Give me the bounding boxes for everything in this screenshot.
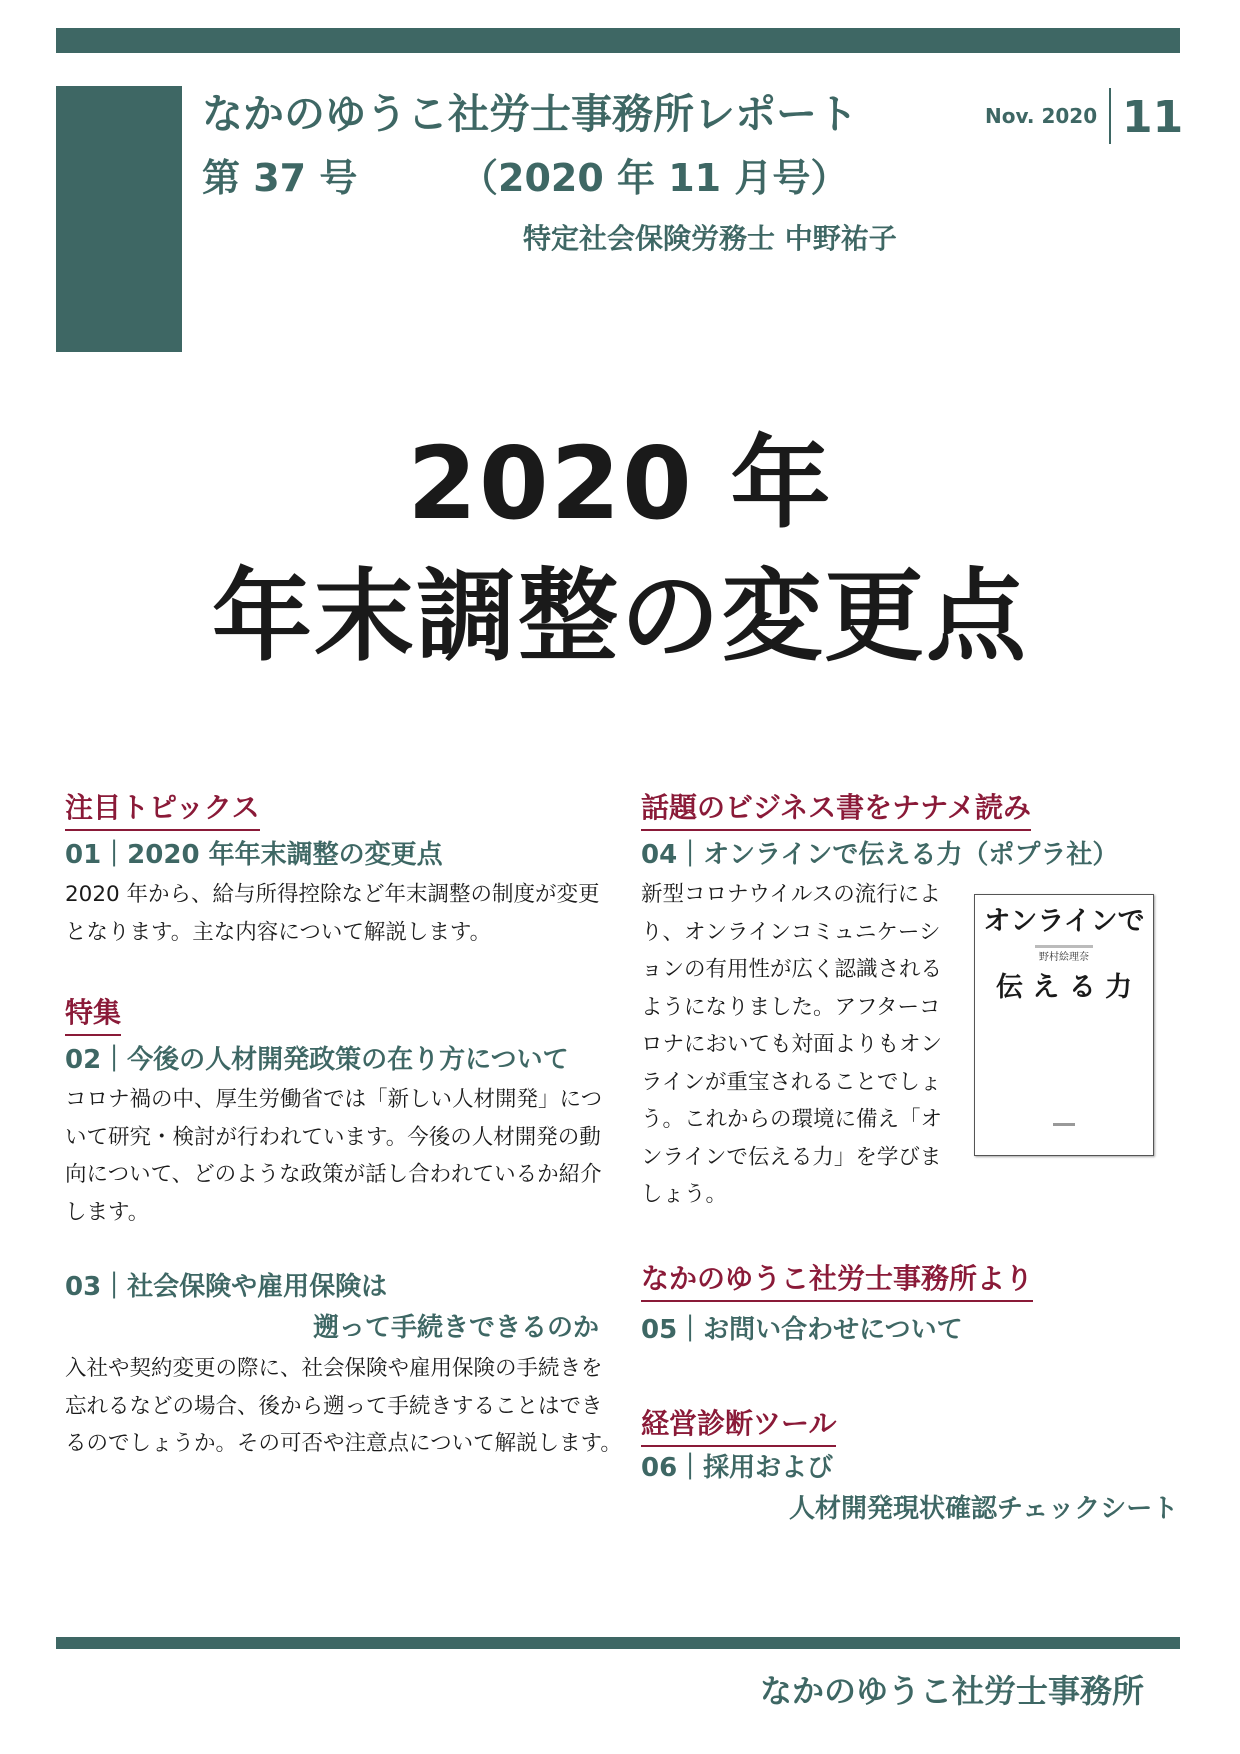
- book-cover-author: 野村絵理奈: [1039, 952, 1089, 963]
- item-05-title[interactable]: 05｜お問い合わせについて: [641, 1315, 963, 1345]
- book-cover-publisher-mark: [1053, 1123, 1075, 1126]
- item-04-body-line: しょう。: [641, 1182, 728, 1207]
- item-02-body-line: いて研究・検討が行われています。今後の人材開発の動: [65, 1124, 601, 1150]
- bottom-rule: [56, 1637, 1180, 1649]
- author: 特定社会保険労務士 中野祐子: [523, 222, 897, 255]
- main-title-line2: 年末調整の変更点: [212, 558, 1028, 675]
- header-accent-block: [56, 86, 182, 352]
- item-04-body-line: ラインが重宝されることでしょ: [641, 1069, 942, 1095]
- item-03-title-line2[interactable]: 遡って手続きできるのか: [313, 1313, 600, 1343]
- item-03-body-line: るのでしょうか。その可否や注意点について解説します。: [65, 1431, 622, 1456]
- item-01-body-line: となります。主な内容について解説します。: [65, 919, 492, 945]
- item-01-title[interactable]: 01｜2020 年年末調整の変更点: [65, 840, 443, 870]
- item-04-body-line: ンラインで伝える力」を学びま: [641, 1144, 942, 1170]
- book-heading: 話題のビジネス書をナナメ読み: [641, 791, 1031, 831]
- top-rule: [56, 28, 1180, 53]
- item-01-body: [65, 876, 625, 951]
- item-04-title[interactable]: 04｜オンラインで伝える力（ポプラ社）: [641, 840, 1119, 870]
- issue-date: （2020 年 11 月号）: [460, 156, 849, 200]
- item-01-body-line: 2020 年から、給与所得控除など年末調整の制度が変更: [65, 882, 600, 907]
- date-divider: [1109, 88, 1111, 144]
- item-02-body-line: します。: [65, 1199, 150, 1225]
- item-03-body: [65, 1350, 625, 1463]
- book-cover-title-line1: オンラインで: [983, 906, 1145, 937]
- book-cover-small-print: [1035, 945, 1093, 948]
- item-03-body-line: 忘れるなどの場合、後から遡って手続きすることはでき: [65, 1393, 603, 1419]
- item-02-body-line: 向について、どのような政策が話し合われているか紹介: [65, 1162, 602, 1187]
- item-04-body-line: う。これからの環境に備え「オ: [641, 1107, 943, 1132]
- item-02-title[interactable]: 02｜今後の人材開発政策の在り方について: [65, 1045, 569, 1075]
- item-04-body-line: ようになりました。アフターコ: [641, 994, 941, 1020]
- item-04-body-line: ョンの有用性が広く認識される: [641, 957, 943, 982]
- main-title-line1: 2020 年: [407, 425, 833, 542]
- item-06-title-line2[interactable]: 人材開発現状確認チェックシート: [789, 1494, 1179, 1524]
- month-number: 11: [1122, 92, 1184, 143]
- item-06-title-line1[interactable]: 06｜採用および: [641, 1453, 834, 1483]
- feature-heading: 特集: [65, 996, 121, 1036]
- item-04-body-line: り、オンラインコミュニケーシ: [641, 919, 941, 945]
- main-title: [0, 420, 1240, 686]
- footer-office-name: なかのゆうこ社労士事務所: [760, 1672, 1145, 1710]
- item-03-body-line: 入社や契約変更の際に、社会保険や雇用保険の手続きを: [65, 1356, 603, 1381]
- tool-heading: 経営診断ツール: [641, 1407, 836, 1447]
- office-heading: なかのゆうこ社労士事務所より: [641, 1262, 1033, 1302]
- item-03-title-line1[interactable]: 03｜社会保険や雇用保険は: [65, 1272, 388, 1302]
- item-02-body: [65, 1081, 625, 1231]
- issue-number: 第 37 号: [202, 156, 358, 200]
- book-cover-image: [974, 894, 1154, 1156]
- item-04-body-line: ロナにおいても対面よりもオン: [641, 1032, 943, 1057]
- date-label: Nov. 2020: [985, 104, 1098, 128]
- topics-heading: 注目トピックス: [65, 791, 260, 831]
- item-04-body-line: 新型コロナウイルスの流行によ: [641, 882, 941, 907]
- item-04-body: [641, 876, 956, 1214]
- report-title: なかのゆうこ社労士事務所レポート: [202, 90, 858, 138]
- item-02-body-line: コロナ禍の中、厚生労働省では「新しい人材開発」につ: [65, 1087, 603, 1112]
- book-cover-title-line2: 伝 え る 力: [995, 972, 1133, 1003]
